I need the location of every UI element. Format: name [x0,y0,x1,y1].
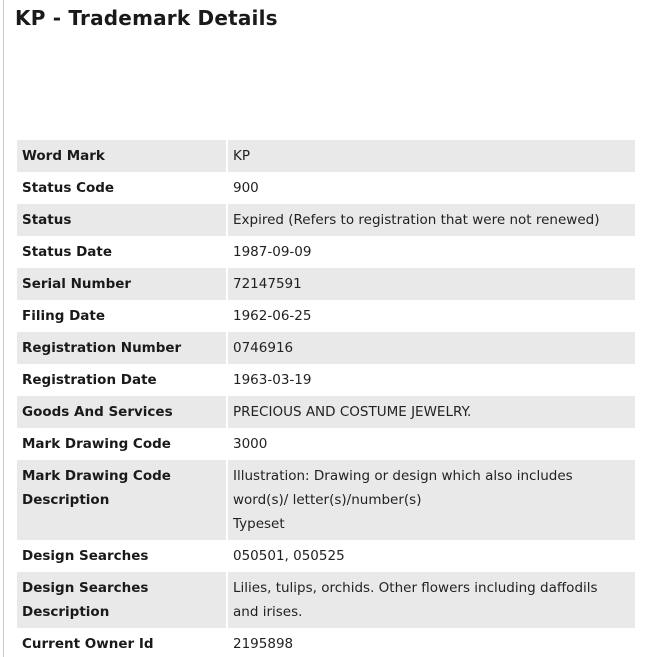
serial-number-label: Serial Number [17,268,226,300]
table-row-status [17,204,635,236]
serial-number-value: 72147591 [228,268,635,300]
table-row-filing-date [17,300,635,332]
mark-drawing-code-value: 3000 [228,428,635,460]
trademark-details-table [15,140,637,657]
current-owner-id-value: 2195898 [228,628,635,657]
status-code-label: Status Code [17,172,226,204]
mark-drawing-code-description-value-line2: word(s)/ letter(s)/number(s) [233,492,422,508]
mark-drawing-code-description-value-line1: Illustration: Drawing or design which also includes [233,468,573,484]
table-row-registration-date [17,364,635,396]
registration-number-value: 0746916 [228,332,635,364]
word-mark-label: Word Mark [17,140,226,172]
table-row-word-mark [17,140,635,172]
mark-drawing-code-description-value [228,460,635,540]
word-mark-value: KP [228,140,635,172]
design-searches-description-label [17,572,226,628]
filing-date-label: Filing Date [17,300,226,332]
design-searches-description-value-line2: and irises. [233,604,303,620]
mark-drawing-code-description-label [17,460,226,540]
table-row-mark-drawing-code-description [17,460,635,540]
design-searches-description-label-line2: Description [22,604,110,620]
status-value: Expired (Refers to registration that were not renewed) [228,204,635,236]
goods-and-services-value: PRECIOUS AND COSTUME JEWELRY. [228,396,635,428]
table-row-registration-number [17,332,635,364]
status-date-value: 1987-09-09 [228,236,635,268]
design-searches-value: 050501, 050525 [228,540,635,572]
mark-drawing-code-description-label-line1: Mark Drawing Code [22,468,171,484]
table-row-mark-drawing-code [17,428,635,460]
table-row-current-owner-id [17,628,635,657]
registration-date-value: 1963-03-19 [228,364,635,396]
status-date-label: Status Date [17,236,226,268]
table-row-status-date [17,236,635,268]
registration-number-label: Registration Number [17,332,226,364]
table-row-status-code [17,172,635,204]
mark-drawing-code-description-value-line3: Typeset [233,516,285,532]
left-border-rule [3,0,4,657]
mark-drawing-code-label: Mark Drawing Code [17,428,226,460]
table-row-design-searches [17,540,635,572]
filing-date-value: 1962-06-25 [228,300,635,332]
mark-drawing-code-description-label-line2: Description [22,492,110,508]
design-searches-label: Design Searches [17,540,226,572]
design-searches-description-value [228,572,635,628]
status-label: Status [17,204,226,236]
design-searches-description-value-line1: Lilies, tulips, orchids. Other flowers including daffodils [233,580,598,596]
page-title: KP - Trademark Details [15,6,278,30]
table-row-design-searches-description [17,572,635,628]
table-row-serial-number [17,268,635,300]
current-owner-id-label: Current Owner Id [17,628,226,657]
status-code-value: 900 [228,172,635,204]
table-row-goods-and-services [17,396,635,428]
goods-and-services-label: Goods And Services [17,396,226,428]
design-searches-description-label-line1: Design Searches [22,580,149,596]
registration-date-label: Registration Date [17,364,226,396]
